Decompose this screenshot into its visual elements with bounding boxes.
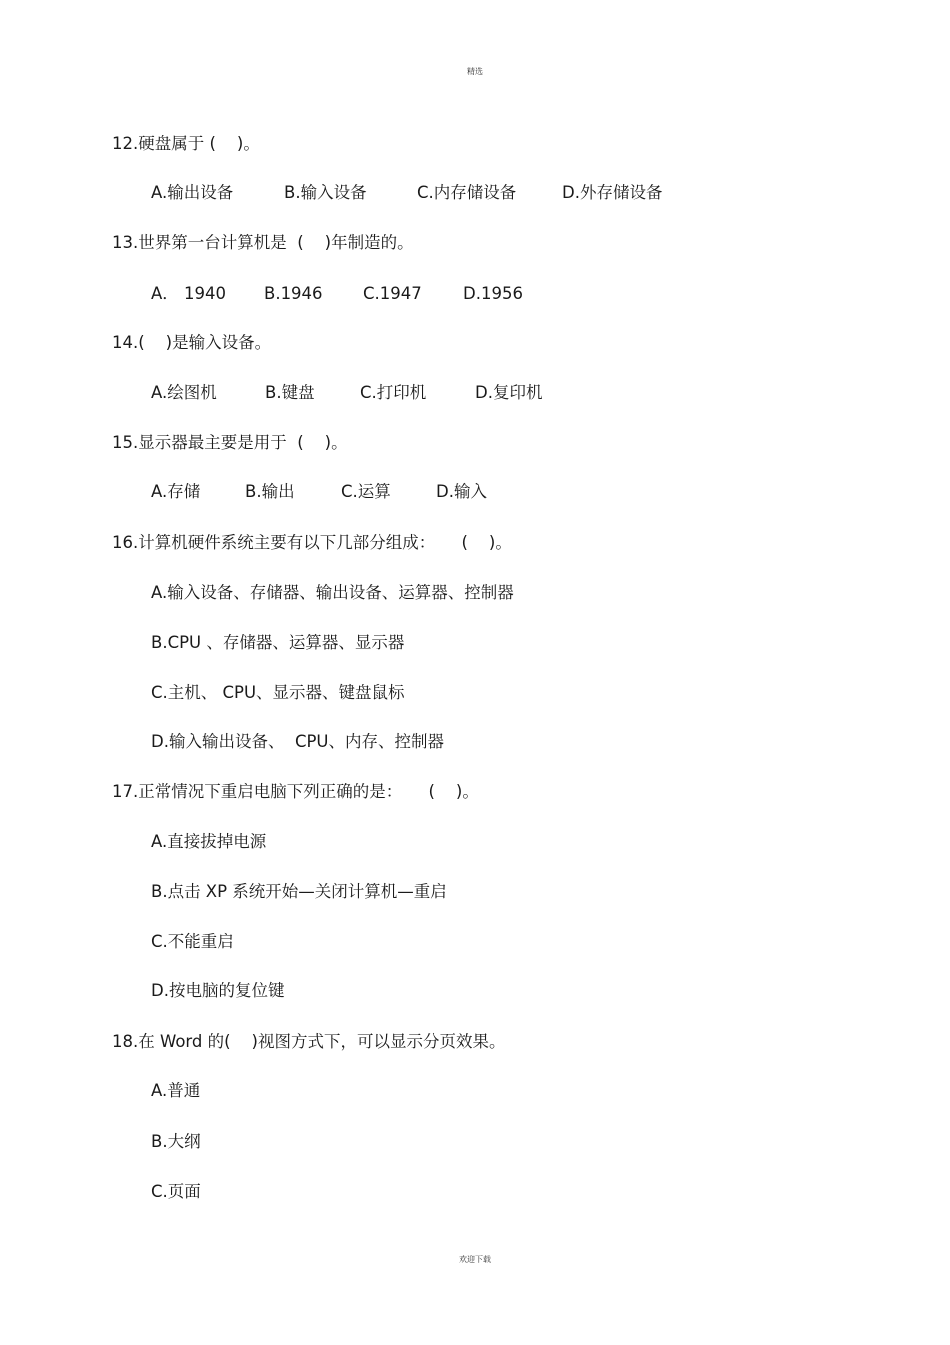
option-d: D.外存储设备 xyxy=(562,183,663,202)
question-17-option-b: B.点击 XP 系统开始—关闭计算机—重启 xyxy=(151,882,447,901)
option-d: D.复印机 xyxy=(475,383,543,402)
question-17-stem: 17.正常情况下重启电脑下列正确的是： ( )。 xyxy=(112,782,479,801)
option-b: B.输出 xyxy=(245,482,295,501)
question-16-stem: 16.计算机硬件系统主要有以下几部分组成： ( )。 xyxy=(112,533,512,552)
question-12-stem: 12.硬盘属于 ( )。 xyxy=(112,134,260,153)
question-18-stem: 18.在 Word 的( )视图方式下，可以显示分页效果。 xyxy=(112,1032,506,1051)
option-a: A.输出设备 xyxy=(151,183,234,202)
question-17-option-a: A.直接拔掉电源 xyxy=(151,832,267,851)
option-c: C.1947 xyxy=(363,284,422,303)
option-b: B.输入设备 xyxy=(284,183,367,202)
question-16-option-d: D.输入输出设备、 CPU、内存、控制器 xyxy=(151,732,444,751)
option-a: A． 1940 xyxy=(151,284,227,303)
question-17-option-d: D.按电脑的复位键 xyxy=(151,981,285,1000)
question-18-option-a: A.普通 xyxy=(151,1081,201,1100)
option-d: D.1956 xyxy=(463,284,523,303)
page-footer-mark: 欢迎下载 xyxy=(459,1255,491,1264)
option-a: A.绘图机 xyxy=(151,383,217,402)
question-17-option-c: C.不能重启 xyxy=(151,932,234,951)
question-16-option-a: A.输入设备、存储器、输出设备、运算器、控制器 xyxy=(151,583,514,602)
question-16-option-b: B.CPU 、存储器、运算器、显示器 xyxy=(151,633,405,652)
option-a: A.存储 xyxy=(151,482,201,501)
question-16-option-c: C.主机、 CPU、显示器、键盘鼠标 xyxy=(151,683,405,702)
option-c: C.内存储设备 xyxy=(417,183,517,202)
page-header-mark: 精选 xyxy=(467,67,483,76)
question-18-option-b: B.大纲 xyxy=(151,1132,201,1151)
option-c: C.打印机 xyxy=(360,383,427,402)
question-15-stem: 15.显示器最主要是用于 ( )。 xyxy=(112,433,348,452)
question-18-option-c: C.页面 xyxy=(151,1182,201,1201)
option-c: C.运算 xyxy=(341,482,391,501)
question-13-stem: 13.世界第一台计算机是 ( )年制造的。 xyxy=(112,233,414,252)
option-b: B.键盘 xyxy=(265,383,315,402)
option-d: D.输入 xyxy=(436,482,487,501)
option-b: B.1946 xyxy=(264,284,323,303)
question-14-stem: 14.( )是输入设备。 xyxy=(112,333,272,352)
